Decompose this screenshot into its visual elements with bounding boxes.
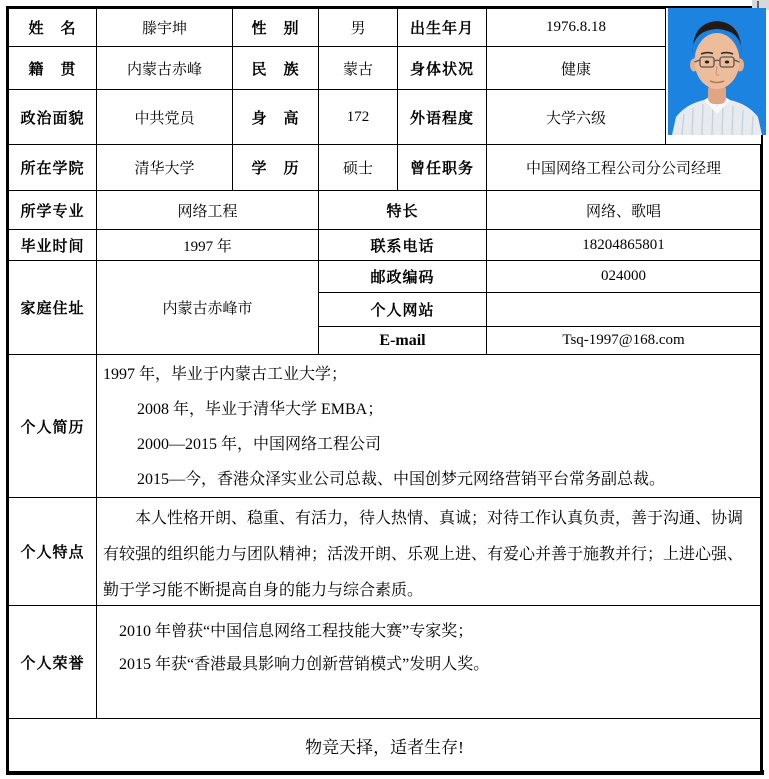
specialty-value: 网络、歌唱 [486,190,761,230]
traits-paragraph: 本人性格开朗、稳重、有活力，待人热情、真诚；对待工作认真负责，善于沟通、协调有较强的组织能力与团队精神；活泼开朗、乐观上进、有爱心并善于施教并行；上进心强、勤于学习能不断提高自身的能力与综合素质。 [103,510,744,599]
political-label: 政治面貌 [8,89,97,145]
foreign-level-value: 大学六级 [486,89,666,145]
graduation-label: 毕业时间 [8,229,97,261]
health-value: 健康 [486,46,666,90]
website-label: 个人网站 [318,292,487,327]
email-value: Tsq-1997@168.com [486,326,761,355]
political-value: 中共党员 [96,89,233,145]
id-photo-image [668,8,766,135]
college-label: 所在学院 [8,144,97,191]
traits-section-label: 个人特点 [8,497,97,606]
gender-value: 男 [318,8,398,47]
email-label: E-mail [318,326,487,355]
former-post-label: 曾任职务 [397,144,487,191]
motto-text: 物竞天择，适者生存! [8,718,761,772]
height-label: 身 高 [232,89,319,145]
resume-line: 2008 年，毕业于清华大学 EMBA； [137,401,384,418]
name-value: 滕宇坤 [96,8,233,47]
honor-line: 2015 年获“香港最具影响力创新营销模式”发明人奖。 [119,656,490,673]
honors-section-content [96,605,761,719]
specialty-label: 特长 [318,190,487,230]
birth-value: 1976.8.18 [486,8,666,47]
former-post-value: 中国网络工程公司分公司经理 [486,144,761,191]
foreign-level-label: 外语程度 [397,89,487,145]
resume-section-label: 个人简历 [8,354,97,498]
resume-line: 2015—今，香港众泽实业公司总裁、中国创梦元网络营销平台常务副总裁。 [137,471,666,488]
postcode-label: 邮政编码 [318,260,487,293]
major-label: 所学专业 [8,190,97,230]
honor-line: 2010 年曾获“中国信息网络工程技能大赛”专家奖； [119,623,474,640]
degree-label: 学 历 [232,144,319,191]
website-value [486,292,761,327]
address-value: 内蒙古赤峰市 [96,260,319,355]
resume-line: 2000—2015 年，中国网络工程公司 [137,436,382,453]
phone-label: 联系电话 [318,229,487,261]
traits-section-content [96,497,761,606]
id-photo [668,8,766,135]
origin-label: 籍 贯 [8,46,97,90]
ethnic-label: 民 族 [232,46,319,90]
honors-section-label: 个人荣誉 [8,605,97,719]
gender-label: 性 别 [232,8,319,47]
resume-line: 1997 年，毕业于内蒙古工业大学； [103,366,348,383]
postcode-value: 024000 [486,260,761,293]
resume-section-content [96,354,761,498]
phone-value: 18204865801 [486,229,761,261]
college-value: 清华大学 [96,144,233,191]
name-label: 姓 名 [8,8,97,47]
degree-value: 硕士 [318,144,398,191]
graduation-value: 1997 年 [96,229,319,261]
birth-label: 出生年月 [397,8,487,47]
origin-value: 内蒙古赤峰 [96,46,233,90]
health-label: 身体状况 [397,46,487,90]
address-label: 家庭住址 [8,260,97,355]
height-value: 172 [318,89,398,145]
major-value: 网络工程 [96,190,319,230]
ethnic-value: 蒙古 [318,46,398,90]
